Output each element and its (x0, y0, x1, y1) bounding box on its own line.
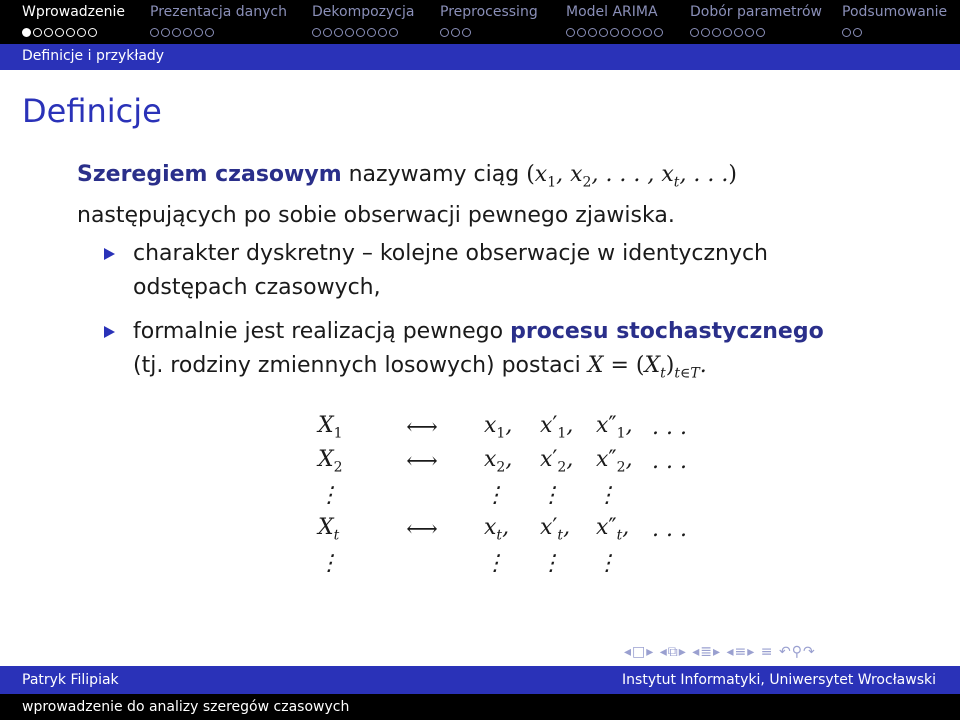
nav-dot[interactable] (621, 28, 630, 37)
top-navigation (0, 0, 960, 44)
nav-left-icon[interactable]: ◂ (726, 644, 735, 660)
nav-section-title: Model ARIMA (566, 4, 658, 20)
nav-section-preprocessing[interactable] (440, 4, 538, 44)
nav-section-model-arima[interactable] (566, 4, 658, 44)
nav-section-title: Dekompozycja (312, 4, 415, 20)
nav-dot[interactable] (654, 28, 663, 37)
subsection-bar (0, 44, 960, 70)
vdots: ⋮ (596, 550, 618, 576)
nav-dot[interactable] (356, 28, 365, 37)
math-cell: $x''_1$, (596, 412, 633, 442)
bullet-triangle-icon (104, 326, 115, 338)
nav-dot[interactable] (842, 28, 851, 37)
nav-dot[interactable] (643, 28, 652, 37)
nav-dot[interactable] (451, 28, 460, 37)
nav-left-icon[interactable]: ◂ (692, 644, 701, 660)
nav-dot[interactable] (756, 28, 765, 37)
nav-dot[interactable] (88, 28, 97, 37)
nav-subsection-icon[interactable]: ⧉ (667, 644, 679, 660)
nav-search-icon[interactable]: ⚲ (791, 644, 803, 660)
nav-section-title: Preprocessing (440, 4, 538, 20)
nav-forward-icon[interactable]: ↷ (802, 644, 816, 660)
vdots: ⋮ (484, 482, 506, 508)
nav-dots (150, 25, 216, 41)
nav-right-icon[interactable]: ▸ (646, 644, 655, 660)
nav-right-icon[interactable]: ▸ (678, 644, 687, 660)
math-cell: $x'_1$, (540, 412, 574, 442)
nav-section-title: Dobór parametrów (690, 4, 823, 20)
vdots: ⋮ (540, 550, 562, 576)
nav-section-wprowadzenie[interactable] (22, 4, 125, 44)
math-cell: $x''_2$, (596, 446, 633, 476)
nav-dot[interactable] (194, 28, 203, 37)
nav-section-title: Wprowadzenie (22, 4, 125, 20)
nav-section-dobor-parametrow[interactable] (690, 4, 822, 44)
nav-dot[interactable] (55, 28, 64, 37)
nav-dot[interactable] (367, 28, 376, 37)
bullet-triangle-icon (104, 248, 115, 260)
bullet-text-line (133, 315, 937, 349)
nav-dot[interactable] (323, 28, 332, 37)
sequence-formula: ($x_1$, $x_2$, . . . , $x_t$, . . .) (526, 162, 737, 191)
arrow-icon: ⟷ (406, 516, 438, 542)
math-cell: $X_2$ (318, 446, 343, 476)
nav-dot[interactable] (172, 28, 181, 37)
table-row (312, 410, 693, 444)
table-row (312, 512, 693, 546)
nav-dot[interactable] (334, 28, 343, 37)
nav-dot[interactable] (610, 28, 619, 37)
footer-bar-author (0, 666, 960, 694)
vdots: ⋮ (318, 482, 340, 508)
math-cell: $x_1$, (484, 412, 513, 442)
nav-dot[interactable] (701, 28, 710, 37)
nav-dot[interactable] (853, 28, 862, 37)
nav-dot[interactable] (690, 28, 699, 37)
nav-dot[interactable] (150, 28, 159, 37)
nav-dots (842, 25, 864, 41)
nav-dot[interactable] (66, 28, 75, 37)
nav-dot[interactable] (588, 28, 597, 37)
nav-dot[interactable] (389, 28, 398, 37)
math-cell: . . . (652, 516, 687, 542)
math-cell: $x_2$, (484, 446, 513, 476)
nav-dot[interactable] (599, 28, 608, 37)
nav-dot[interactable] (440, 28, 449, 37)
footer-talk-title: wprowadzenie do analizy szeregów czasowych (22, 699, 350, 715)
math-cell: $x_t$, (484, 514, 510, 544)
nav-dot[interactable] (734, 28, 743, 37)
nav-dot[interactable] (183, 28, 192, 37)
nav-dot[interactable] (745, 28, 754, 37)
nav-dots (312, 25, 400, 41)
nav-dot[interactable] (566, 28, 575, 37)
nav-dots (440, 25, 473, 41)
definition-line-1 (77, 158, 937, 199)
nav-dot[interactable] (44, 28, 53, 37)
nav-doc-icon[interactable]: ≡ (734, 644, 748, 660)
nav-dot[interactable] (161, 28, 170, 37)
math-cell: $X_t$ (318, 514, 340, 544)
subsection-title[interactable]: Definicje i przykłady (22, 48, 165, 64)
nav-back-icon[interactable]: ↶ (778, 644, 792, 660)
vdots: ⋮ (484, 550, 506, 576)
nav-dot[interactable] (723, 28, 732, 37)
slide-content (77, 158, 937, 391)
nav-section-title: Prezentacja danych (150, 4, 287, 20)
table-row (312, 444, 693, 478)
nav-section-icon[interactable]: ≣ (700, 644, 714, 660)
nav-left-icon[interactable]: ◂ (624, 644, 633, 660)
arrow-icon: ⟷ (406, 414, 438, 440)
math-cell: $x''_t$, (596, 514, 630, 544)
definition-term: Szeregiem czasowym (77, 162, 342, 187)
vdots: ⋮ (318, 550, 340, 576)
bullet-text-line (133, 349, 937, 390)
nav-dot[interactable] (577, 28, 586, 37)
arrow-icon: ⟷ (406, 448, 438, 474)
nav-frame-icon[interactable]: □ (632, 644, 647, 660)
math-cell: . . . (652, 448, 687, 474)
frame-title: Definicje (22, 92, 162, 130)
table-row (312, 546, 693, 580)
bullet-text: (tj. rodziny zmiennych losowych) postaci (133, 353, 588, 379)
nav-dots (566, 25, 665, 41)
realization-table (312, 410, 693, 580)
nav-section-prezentacja[interactable] (150, 4, 287, 44)
nav-dot[interactable] (378, 28, 387, 37)
definition-text: nazywamy ciąg (341, 162, 527, 187)
nav-dot[interactable] (77, 28, 86, 37)
vdots: ⋮ (540, 482, 562, 508)
math-cell: $x'_t$, (540, 514, 571, 544)
footer-institute: Instytut Informatyki, Uniwersytet Wrocławski (622, 672, 936, 688)
nav-section-title: Podsumowanie (842, 4, 948, 20)
bullet-text: odstępach czasowych, (133, 275, 381, 301)
math-cell: . . . (652, 414, 687, 440)
definition-line-2: następujących po sobie obserwacji pewnego zjawiska. (77, 203, 675, 229)
nav-align-icon[interactable]: ≡ (760, 644, 774, 660)
bullet-term: procesu stochastycznego (510, 319, 824, 345)
vdots: ⋮ (596, 482, 618, 508)
nav-dot[interactable] (312, 28, 321, 37)
nav-right-icon[interactable]: ▸ (713, 644, 722, 660)
beamer-navigation-symbols (624, 644, 816, 660)
nav-dot[interactable] (33, 28, 42, 37)
nav-dot[interactable] (345, 28, 354, 37)
nav-section-podsumowanie[interactable] (842, 4, 947, 44)
nav-dot[interactable] (632, 28, 641, 37)
nav-dot[interactable] (205, 28, 214, 37)
nav-dot[interactable] (22, 28, 31, 37)
footer-bar-title (0, 694, 960, 720)
nav-right-icon[interactable]: ▸ (747, 644, 756, 660)
bullet-text: charakter dyskretny – kolejne obserwacje w identycznych (133, 241, 769, 267)
process-formula: $X = (X_t)_{t\in T}$. (587, 353, 707, 382)
footer-author: Patryk Filipiak (22, 672, 119, 688)
nav-dots (690, 25, 767, 41)
nav-dot[interactable] (462, 28, 471, 37)
table-row (312, 478, 693, 512)
math-cell: $X_1$ (318, 412, 343, 442)
math-cell: $x'_2$, (540, 446, 574, 476)
nav-left-icon[interactable]: ◂ (659, 644, 668, 660)
bullet-item (77, 315, 937, 390)
nav-dots (22, 25, 99, 41)
bullet-text: formalnie jest realizacją pewnego (133, 319, 511, 345)
bullet-item (77, 237, 937, 305)
nav-dot[interactable] (712, 28, 721, 37)
nav-section-dekompozycja[interactable] (312, 4, 414, 44)
